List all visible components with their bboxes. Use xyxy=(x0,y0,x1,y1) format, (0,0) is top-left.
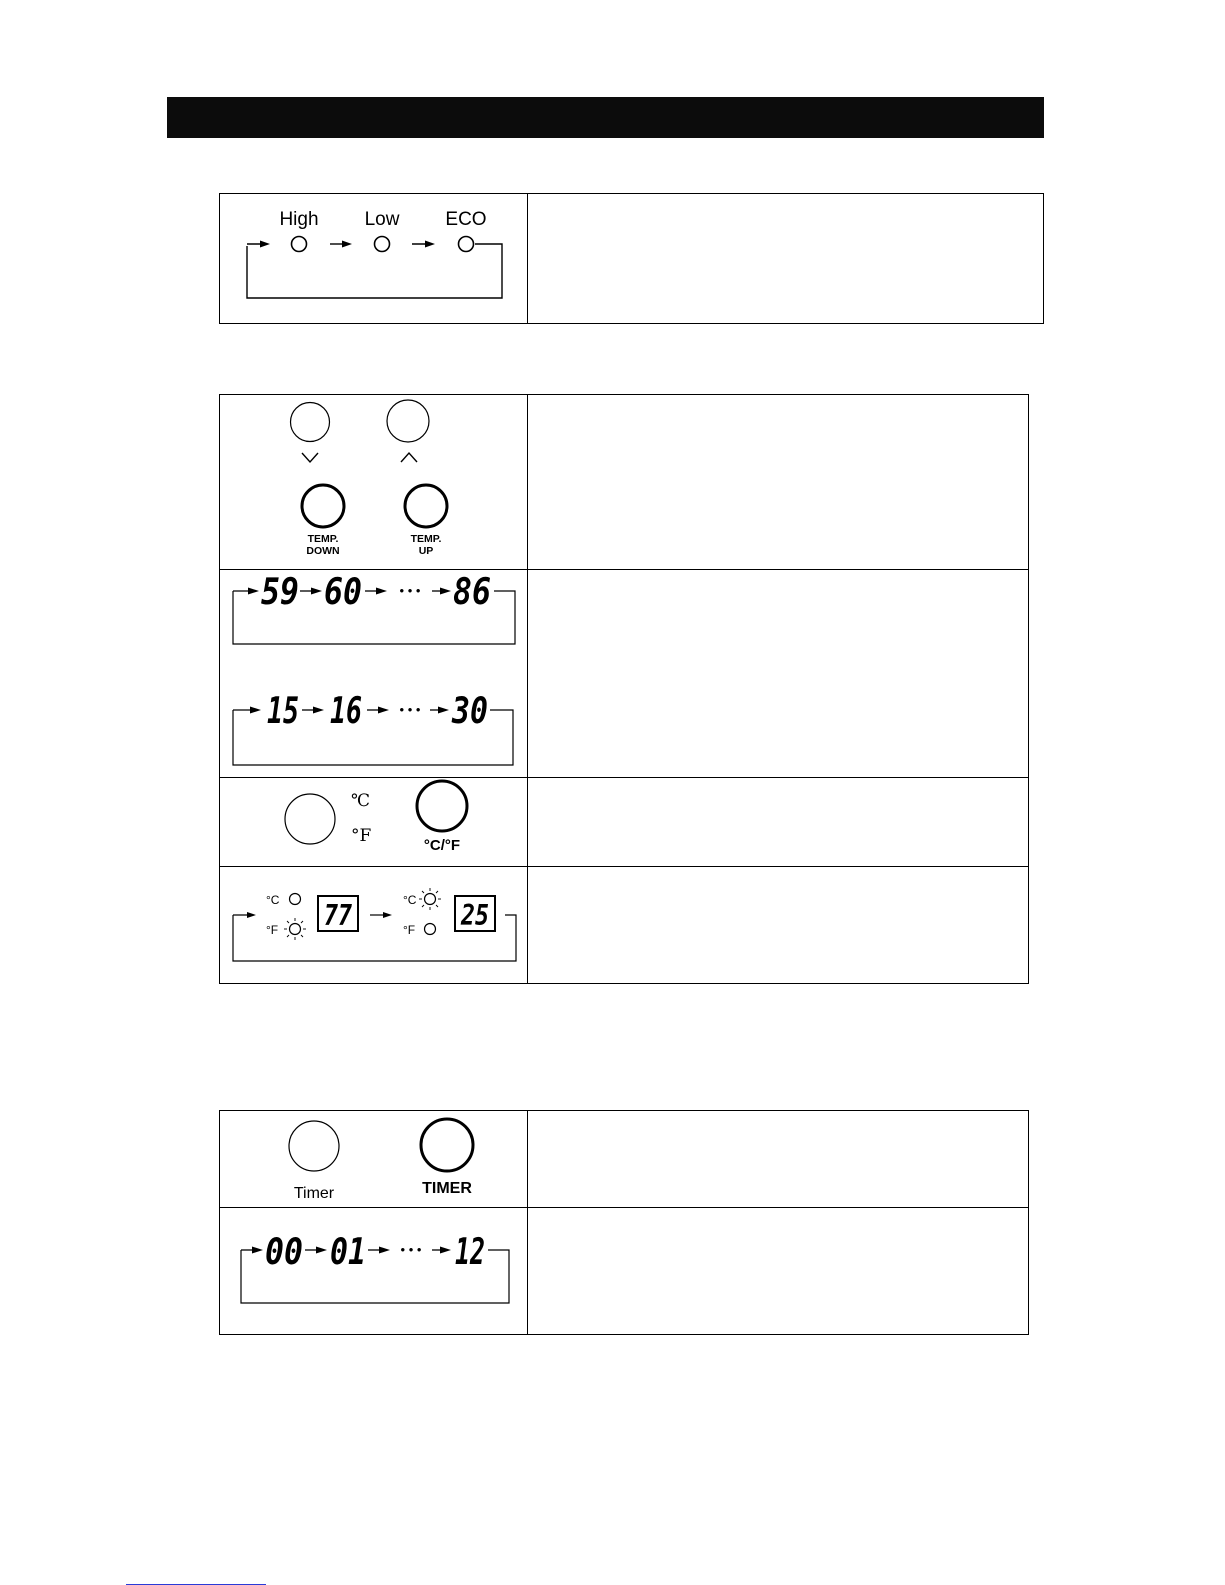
celsius-next-value: 16 xyxy=(330,691,362,732)
arrow-right-icon xyxy=(342,241,352,248)
unit-toggle-label: °C/°F xyxy=(423,837,461,854)
arrow-right-icon xyxy=(379,1247,390,1254)
fan-speed-diagram xyxy=(220,194,527,323)
timer-buttons-description xyxy=(529,1111,1028,1207)
arrow-right-icon xyxy=(378,707,389,714)
fahrenheit-indicator-lit-icon xyxy=(284,918,306,940)
unit-c-label: °C xyxy=(403,893,417,907)
arrow-right-icon xyxy=(252,1247,263,1254)
arrow-right-icon xyxy=(248,588,259,595)
remote-timer-button-icon xyxy=(289,1121,339,1171)
fahrenheit-ellipsis: • • • xyxy=(399,583,421,598)
arrow-right-icon xyxy=(425,241,435,248)
chevron-down-icon xyxy=(302,453,318,462)
fan-speed-table xyxy=(219,193,1044,324)
celsius-ellipsis: • • • xyxy=(399,702,421,717)
timer-buttons-diagram xyxy=(220,1111,527,1207)
celsius-indicator-lit-icon xyxy=(419,888,441,910)
timer-button-icon xyxy=(421,1119,473,1171)
fan-speed-cycle-diagram xyxy=(220,194,527,323)
fan-speed-description xyxy=(529,194,1043,323)
arrow-right-icon xyxy=(247,912,256,918)
remote-celsius-label: ℃ xyxy=(351,791,371,811)
remote-unit-button-icon xyxy=(285,794,335,844)
remote-temp-up-button-icon xyxy=(387,400,429,442)
mode-label-eco: ECO xyxy=(445,209,487,230)
fahrenheit-end-value: 86 xyxy=(453,572,491,613)
temp-down-button-icon xyxy=(302,485,344,527)
indicator-high-icon xyxy=(292,237,307,252)
fahrenheit-next-value: 60 xyxy=(324,572,362,613)
unit-c-label: °C xyxy=(266,893,280,907)
unit-switch-description xyxy=(529,868,1028,983)
indicator-eco-icon xyxy=(459,237,474,252)
timer-ellipsis: • • • xyxy=(400,1242,422,1257)
mode-label-low: Low xyxy=(364,209,400,230)
temp-sequence-diagram xyxy=(220,571,527,777)
temperature-table xyxy=(219,394,1029,984)
arrow-right-icon xyxy=(438,707,449,714)
remote-timer-label: Timer xyxy=(293,1185,335,1202)
celsius-start-value: 15 xyxy=(267,691,299,732)
unit-buttons-description xyxy=(529,779,1028,866)
cycle-return-line xyxy=(247,244,502,298)
unit-toggle-button-icon xyxy=(417,781,467,831)
timer-button-label: TIMER xyxy=(422,1180,472,1197)
indicator-low-icon xyxy=(375,237,390,252)
arrow-right-icon xyxy=(260,241,270,248)
celsius-end-value: 30 xyxy=(451,691,488,732)
celsius-indicator-off-icon xyxy=(290,894,301,905)
timer-table xyxy=(219,1110,1029,1335)
fahrenheit-start-value: 59 xyxy=(261,572,299,613)
temp-down-label-line1: TEMP. xyxy=(307,533,339,545)
arrow-right-icon xyxy=(440,1247,451,1254)
timer-sequence-diagram xyxy=(220,1209,527,1334)
unit-switch-diagram xyxy=(220,868,527,983)
unit-f-label: °F xyxy=(266,923,279,937)
remote-temp-down-button-icon xyxy=(291,403,330,442)
celsius-display-value: 25 xyxy=(460,899,489,932)
temp-up-label-line2: UP xyxy=(418,545,434,557)
timer-sequence-description xyxy=(529,1209,1028,1334)
arrow-right-icon xyxy=(250,707,261,714)
temp-down-label-line2: DOWN xyxy=(306,545,340,557)
arrow-right-icon xyxy=(316,1247,327,1254)
mode-label-high: High xyxy=(279,209,319,230)
timer-end-value: 12 xyxy=(455,1232,485,1273)
unit-buttons-diagram xyxy=(220,779,527,866)
timer-next-value: 01 xyxy=(330,1232,366,1273)
timer-start-value: 00 xyxy=(265,1232,303,1273)
fahrenheit-display-value: 77 xyxy=(324,899,353,932)
temp-up-label-line1: TEMP. xyxy=(410,533,442,545)
arrow-right-icon xyxy=(440,588,451,595)
chevron-up-icon xyxy=(401,453,417,462)
unit-f-label: °F xyxy=(403,923,416,937)
section-header-bar xyxy=(167,97,1044,138)
arrow-right-icon xyxy=(313,707,324,714)
arrow-right-icon xyxy=(376,588,387,595)
arrow-right-icon xyxy=(383,912,392,918)
temp-up-button-icon xyxy=(405,485,447,527)
temp-buttons-description xyxy=(529,395,1028,569)
fahrenheit-indicator-off-icon xyxy=(425,924,436,935)
temp-buttons-diagram xyxy=(220,395,527,569)
remote-fahrenheit-label: °F xyxy=(351,826,372,846)
arrow-right-icon xyxy=(311,588,322,595)
temp-sequence-description xyxy=(529,571,1028,777)
